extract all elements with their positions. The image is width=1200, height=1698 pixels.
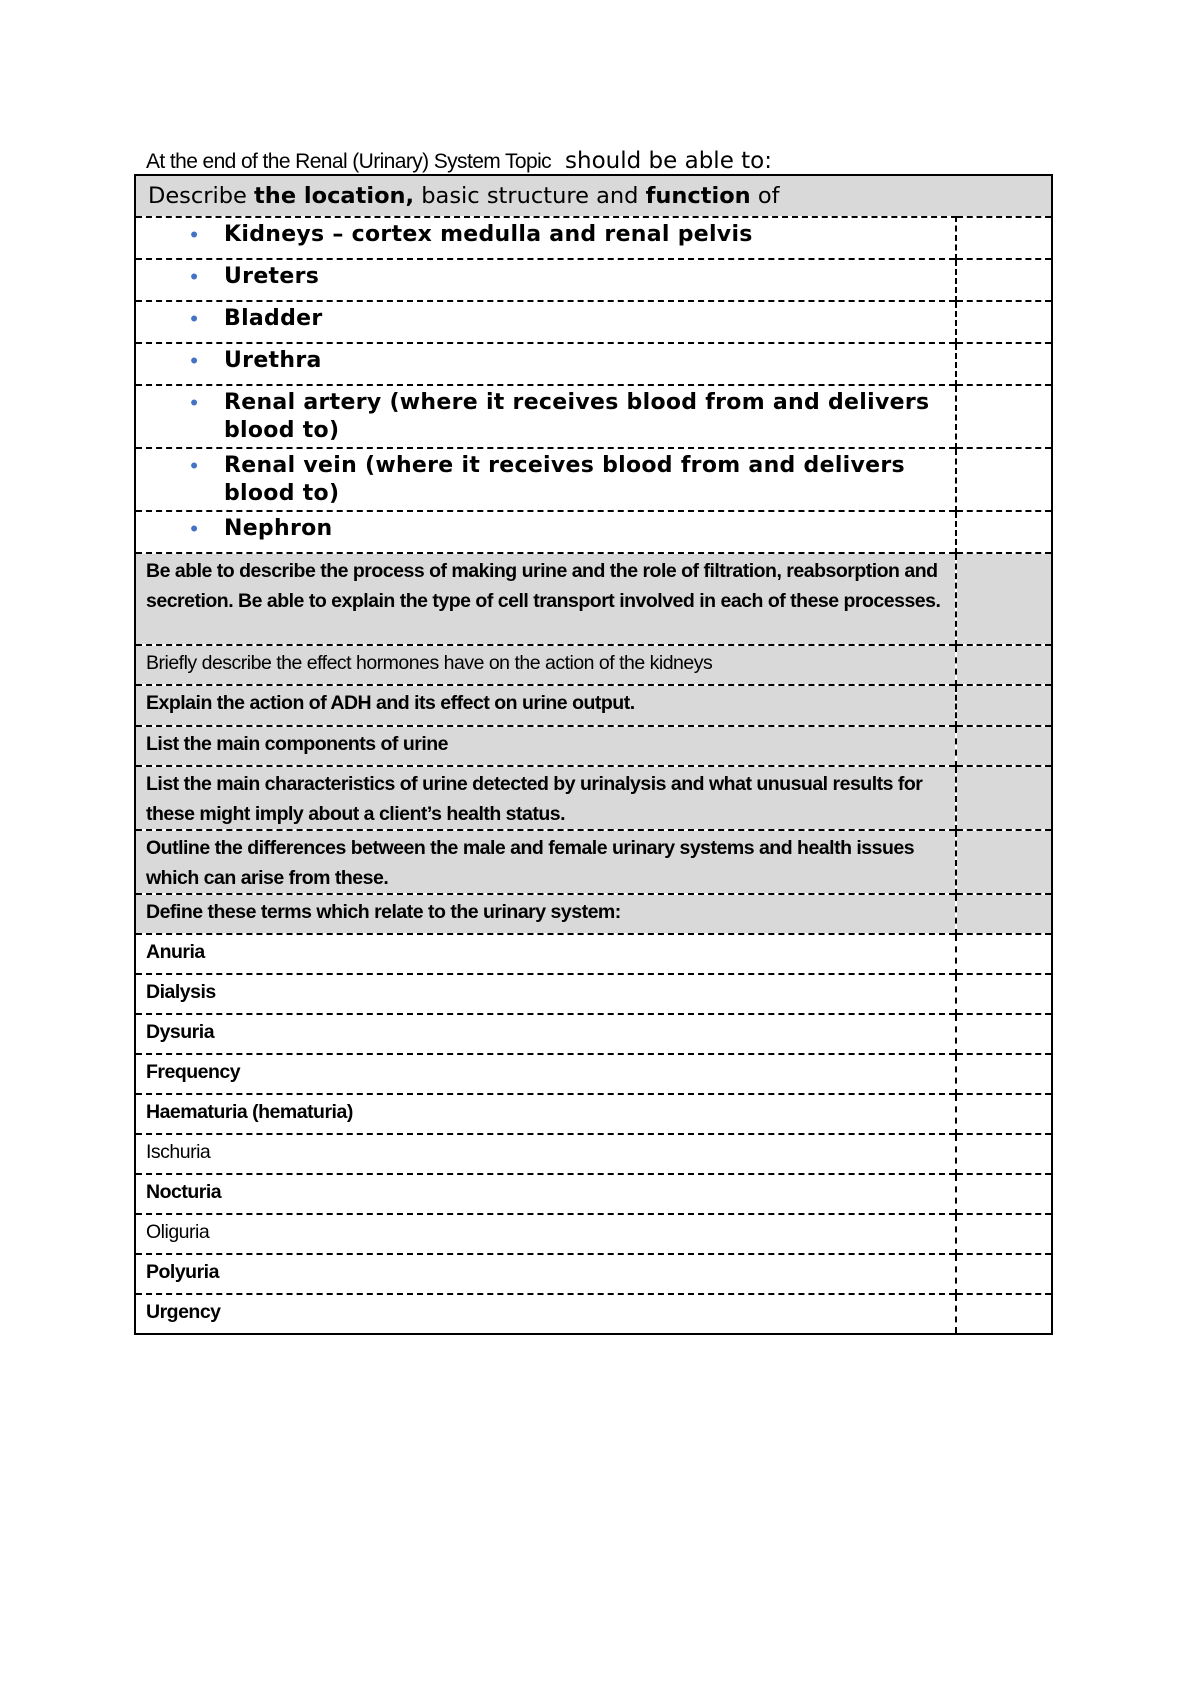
term-row [135,974,1052,1014]
term-text: Dialysis [146,981,216,1003]
bullet-icon: • [190,222,198,247]
bullet-icon: • [190,306,198,331]
bullet-row [135,385,1052,448]
bullet-icon: • [190,453,198,478]
check-cell[interactable] [956,830,1052,894]
objective-row [135,894,1052,934]
bullet-icon: • [190,348,198,373]
check-cell[interactable] [956,385,1052,448]
check-cell[interactable] [956,1174,1052,1214]
header-p3: basic structure and [414,183,646,209]
check-cell[interactable] [956,934,1052,974]
bullet-icon: • [190,390,198,415]
check-cell[interactable] [956,511,1052,553]
term-text: Nocturia [146,1181,222,1203]
objective-text: List the main components of urine [146,733,449,755]
term-text: Urgency [146,1301,221,1323]
objective-row [135,830,1052,894]
term-row [135,1054,1052,1094]
check-cell[interactable] [956,766,1052,830]
check-cell[interactable] [956,259,1052,301]
check-cell[interactable] [956,1134,1052,1174]
bullet-text: Renal vein (where it receives blood from and delivers blood to) [224,453,905,506]
objectives-checklist [134,174,1053,1335]
header-text [136,176,1051,216]
check-cell[interactable] [956,726,1052,766]
term-row [135,1254,1052,1294]
bullet-text: Nephron [224,516,333,541]
term-text: Polyuria [146,1261,219,1283]
check-cell[interactable] [956,974,1052,1014]
bullet-row [135,511,1052,553]
term-row [135,1094,1052,1134]
objective-text: Be able to describe the process of making urine and the role of filtration, reabsorption and secretion. Be able to explain the type of cell transport involved in each of these processes. [146,560,941,612]
check-cell[interactable] [956,301,1052,343]
objective-row [135,685,1052,726]
check-cell[interactable] [956,343,1052,385]
check-cell[interactable] [956,894,1052,934]
header-row [135,175,1052,217]
bullet-row [135,259,1052,301]
objective-text: Outline the differences between the male and female urinary systems and health issues which can arise from these. [146,837,915,889]
bullet-row [135,301,1052,343]
check-cell[interactable] [956,685,1052,726]
intro-lead: At the end of the Renal (Urinary) System Topic [146,150,552,173]
objective-row [135,726,1052,766]
header-p2: the location, [254,183,415,209]
header-p5: of [750,183,780,209]
header-p1: Describe [148,183,255,209]
objective-text: Define these terms which relate to the urinary system: [146,901,621,923]
check-cell[interactable] [956,1094,1052,1134]
check-cell[interactable] [956,1254,1052,1294]
bullet-row [135,217,1052,259]
objective-text: List the main characteristics of urine detected by urinalysis and what unusual results for these might imply about a client’s health status. [146,773,923,825]
objective-row [135,766,1052,830]
term-row [135,1214,1052,1254]
intro-tail: should be able to: [565,148,773,174]
bullet-text: Ureters [224,264,320,289]
objective-row [135,645,1052,685]
objective-row [135,553,1052,645]
term-text: Anuria [146,941,205,963]
check-cell[interactable] [956,1054,1052,1094]
bullet-icon: • [190,516,198,541]
objective-text: Explain the action of ADH and its effect on urine output. [146,692,635,714]
bullet-text: Urethra [224,348,322,373]
check-cell[interactable] [956,1014,1052,1054]
bullet-text: Bladder [224,306,323,331]
check-cell[interactable] [956,448,1052,511]
term-text: Oliguria [146,1221,210,1243]
check-cell[interactable] [956,217,1052,259]
check-cell[interactable] [956,553,1052,645]
term-row [135,1174,1052,1214]
bullet-text: Renal artery (where it receives blood from and delivers blood to) [224,390,930,443]
check-cell[interactable] [956,645,1052,685]
bullet-row [135,448,1052,511]
term-row [135,1134,1052,1174]
bullet-icon: • [190,264,198,289]
bullet-row [135,343,1052,385]
term-text: Frequency [146,1061,241,1083]
term-row [135,1014,1052,1054]
header-p4: function [645,183,751,209]
term-row [135,1294,1052,1334]
check-cell[interactable] [956,1214,1052,1254]
term-text: Haematuria (hematuria) [146,1101,353,1123]
term-text: Ischuria [146,1141,211,1163]
term-row [135,934,1052,974]
bullet-text: Kidneys – cortex medulla and renal pelvis [224,222,753,247]
objective-text: Briefly describe the effect hormones have on the action of the kidneys [146,652,713,674]
check-cell[interactable] [956,1294,1052,1334]
term-text: Dysuria [146,1021,215,1043]
